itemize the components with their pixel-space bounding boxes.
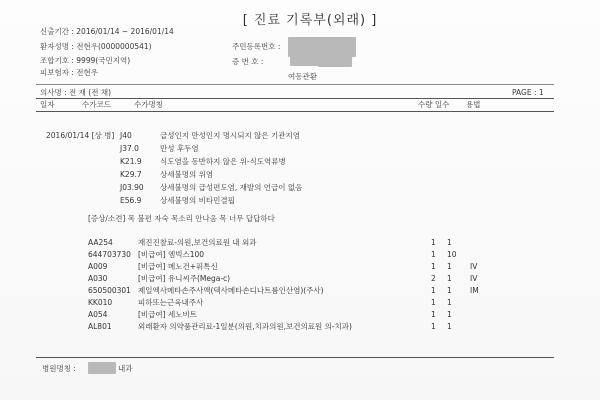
entry-date: 2016/01/14 [상 병] (46, 131, 115, 140)
divider (36, 98, 554, 99)
redaction-block (318, 55, 352, 67)
redaction-block (290, 57, 320, 66)
divider (36, 357, 554, 358)
doctor-line: 의사명 : 전 재 (전 채) (40, 88, 112, 97)
clinic-label: 병원명칭 : (42, 364, 76, 373)
clinic-suffix: 내과 (118, 364, 133, 373)
column-qty-days: 수량 일수 (418, 100, 450, 109)
column-code: 수가코드 (82, 100, 111, 109)
document-title: [ 진료 기록부(외래) ] (242, 13, 378, 28)
page-number: PAGE : 1 (512, 88, 544, 97)
card-number-label: 증 번 호 : (232, 57, 264, 66)
treatment-list: AA254 재진진찰료-의원,보건의료원 내 외과 1 1 644703730 [비급여] 엠빅스100 1 10 A009 [비급여] 메노건+퓌톡신 1 1 IV A030 [비급여] 유니씨주(Mega-c) 2 1 IV 650500301 제일엑사메타손주사액(덱사메타손디나트륨인산염)(주사) 1 1 IM KK010 피하또는근육내주사 1 1 A054 [비급여] 세노비트 1 1 AL801 외래환자 의약품관리료-1일분(의원,치과의원,보건의료원 의-치과) 1 1 (88, 238, 479, 331)
resident-number-label: 주민등록번호 : (232, 42, 281, 51)
relation-text: 여동관환 (288, 72, 317, 81)
symptom-note: [증상/소견] 목 불편 자숙 목소리 안나옴 목 너무 답답하다 (88, 214, 275, 223)
period-line: 신출기간 : 2016/01/14 ~ 2016/01/14 (40, 27, 174, 36)
redaction-block (288, 37, 356, 57)
diagnosis-list: J40 급성인지 만성인지 명시되지 않은 기관지염 J37.0 만성 후두염 K21.9 식도염을 동반하지 않은 위-식도역류병 K29.7 상세불명의 위염 J03.90 상세불명의 급성편도염, 재발의 언급이 없음 E56.9 상세불명의 비타민결핍 (120, 131, 303, 205)
divider (36, 111, 554, 112)
column-name: 수가명칭 (134, 100, 163, 109)
column-date: 일자 (40, 100, 55, 109)
divider (36, 84, 554, 85)
insured-line: 피보험자 : 전현우 (40, 68, 99, 77)
insurance-line: 조합기호 : 9999(국민지역) (40, 56, 131, 65)
column-usage: 용법 (466, 100, 481, 109)
redaction-block (88, 362, 116, 374)
patient-line: 환자성명 : 전현우(0000000541) (40, 42, 152, 51)
